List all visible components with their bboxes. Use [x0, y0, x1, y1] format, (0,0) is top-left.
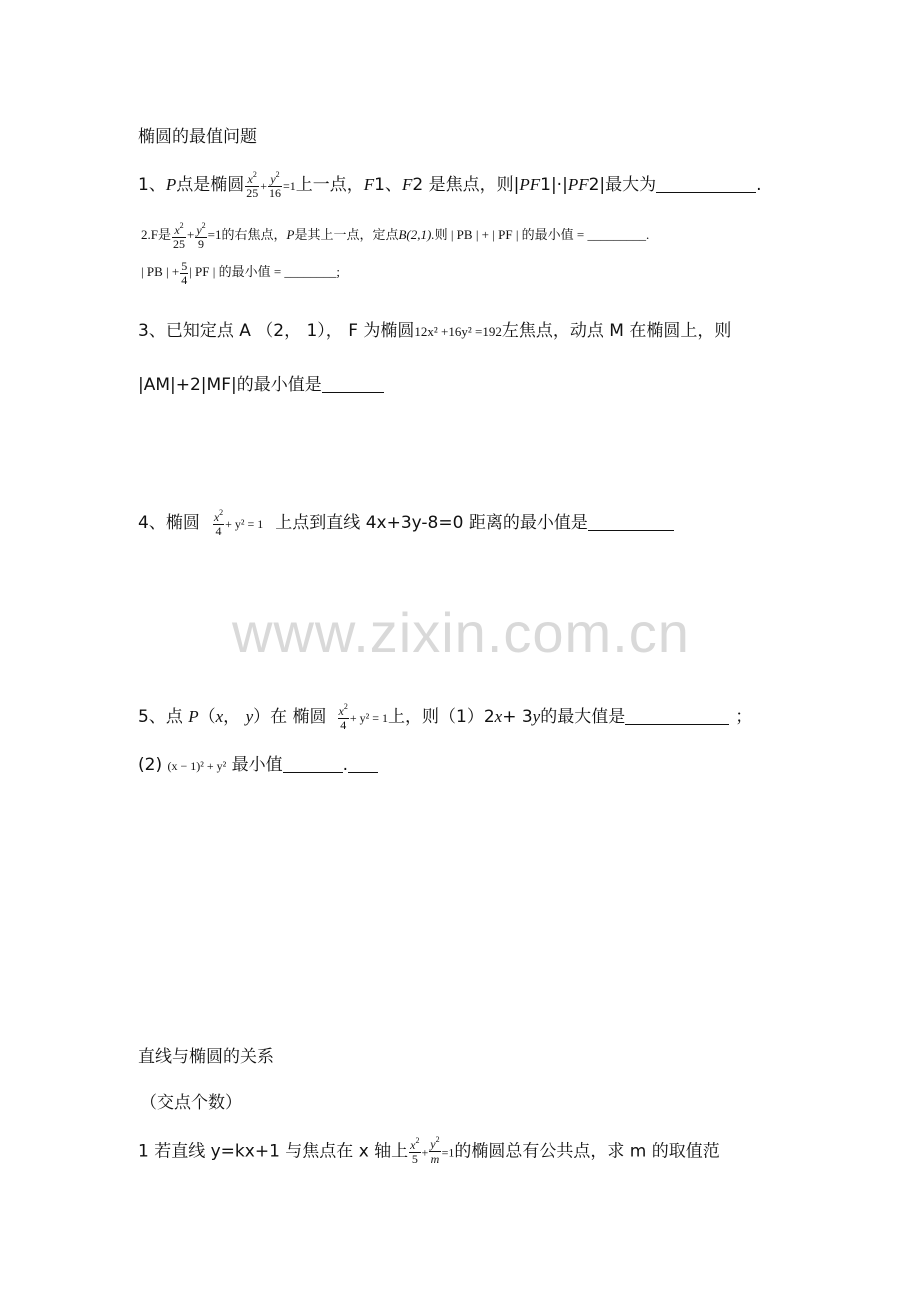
section-title-line-ellipse: 直线与椭圆的关系: [138, 1047, 274, 1067]
p1-frac-x: $\frac{x^2}{5}$: [410, 1136, 420, 1166]
p1-text-a: 1 若直线 y=kx+1 与焦点在 x 轴上: [138, 1141, 409, 1162]
q2-l2-a: | PB | +: [141, 264, 180, 280]
q5-frac-x: $\frac{x^2}{4}$: [338, 701, 348, 732]
q4-text-b: 上点到直线 4x+3y-8=0 距离的最小值是: [275, 513, 588, 533]
q5-eq-tail: + y² = 1: [349, 711, 388, 725]
q4-text-a: 4、椭圆: [138, 513, 200, 533]
q1-text-d: 2 是焦点，则|: [412, 175, 520, 195]
q5-answer-blank-3[interactable]: [348, 756, 378, 773]
q1-var-f2: F: [402, 175, 413, 194]
q1-var-p: P: [165, 175, 177, 194]
q5-var-x: x: [215, 707, 224, 726]
q2-point-b: B(2,1).: [398, 227, 435, 243]
q5-text-c: 上，则（1）2: [388, 707, 495, 727]
q5-answer-blank-1[interactable]: [625, 708, 729, 725]
q1-var-f1: F: [363, 175, 375, 194]
q1-frac-x: $\frac{x^2}{25}$: [246, 169, 259, 200]
q2-l2-b: | PF | 的最小值 = ________;: [189, 264, 341, 280]
p1-text-b: 的椭圆总有公共点，求 m 的取值范: [454, 1141, 720, 1162]
q4-answer-blank[interactable]: [588, 514, 674, 531]
question-5: 5、点 P（x， y）在 椭圆 $\frac{x^2}{4}$ + y² = 1上，则（1）2x+ 3y的最大值是 ；: [138, 701, 753, 732]
q5-l2-a: (2): [138, 755, 163, 775]
q1-text-a: 点是椭圆: [176, 175, 245, 195]
q5-text-a: 5、点: [138, 707, 183, 727]
question-4: [138, 508, 674, 537]
q3-text-c: |AM|+2|MF|的最小值是: [138, 375, 322, 395]
q1-var-pf1: PF: [519, 175, 541, 194]
q3-text-a: 3、已知定点 A （2， 1）， F 为椭圆: [138, 321, 415, 341]
q1-end: .: [756, 175, 762, 195]
section-subtitle: （交点个数）: [140, 1093, 242, 1113]
q5-text-b: ）在 椭圆: [253, 707, 327, 727]
question-2-part-2: [141, 260, 340, 286]
q4-frac-x: $\frac{x^2}{4}$: [213, 507, 224, 538]
q1-text-b: 上一点，: [295, 175, 364, 195]
q2-text-c: 则 | PB | + | PF | 的最小值 = _________.: [434, 227, 650, 243]
q5-answer-blank-2[interactable]: [283, 756, 343, 773]
q2-frac-y: $\frac{y^2}{9}$: [196, 221, 206, 251]
q4-eq-tail: + y² = 1: [225, 517, 264, 531]
q5-var-y: y: [245, 707, 254, 726]
question-1: 1、P点是椭圆 $\frac{x^2}{25}$ + $\frac{y^2}{16}$ =1上一点，F1、F2 是焦点，则|PF1|·|PF2|最大为 .: [138, 169, 762, 200]
q1-eq-tail: =1: [283, 179, 296, 193]
q1-frac-y: $\frac{y^2}{16}$: [269, 169, 281, 200]
q3-answer-blank[interactable]: [322, 376, 384, 393]
watermark-text: www.zixin.com.cn: [232, 601, 690, 664]
problem-1: 1 若直线 y=kx+1 与焦点在 x 轴上 $\frac{x^2}{5}$ + $\frac{y^2}{m}=1$的椭圆总有公共点，求 m 的取值范: [138, 1135, 720, 1166]
question-3: [138, 316, 731, 341]
q5-var-p: P: [188, 707, 199, 726]
p1-eq-tail: =1: [441, 1145, 455, 1160]
q2-text-a: =1的右焦点，: [207, 227, 287, 243]
q1-number: 1、: [138, 175, 166, 195]
q5-eq2: (x − 1)² + y²: [167, 759, 227, 773]
q2-lead: 2.F是: [141, 227, 171, 243]
q2-frac-5-4: $\frac{5}{4}$: [181, 259, 188, 287]
q5-text-d: 的最大值是: [540, 707, 626, 727]
q2-var-p: P: [286, 227, 295, 243]
q2-text-b: 是其上一点，定点: [294, 227, 399, 243]
question-5-part-2: (2) (x − 1)² + y² 最小值 .: [138, 750, 378, 775]
q1-text-c: 1、: [374, 175, 402, 195]
q1-text-e: 1|·|: [540, 175, 568, 195]
q1-text-f: 2|最大为: [588, 175, 657, 195]
section-title-extrema: 椭圆的最值问题: [138, 127, 257, 147]
q2-frac-x: $\frac{x^2}{25}$: [172, 221, 185, 251]
q3-text-b: 左焦点，动点 M 在椭圆上，则: [501, 321, 732, 341]
p1-frac-y: $\frac{y^2}{m}$: [430, 1135, 440, 1166]
question-2: 2.F是 $\frac{x^2}{25}$ + $\frac{y^2}{9}$ =1的右焦点，P是其上一点，定点B(2,1).则 | PB | + | PF | 的最小值 = _________.: [141, 221, 650, 251]
q5-l2-b: 最小值: [231, 755, 283, 775]
q3-equation: 12x² +16y² =192: [414, 324, 502, 339]
question-3-line-2: [138, 370, 384, 395]
q1-var-pf2: PF: [567, 175, 589, 194]
q1-answer-blank[interactable]: [656, 176, 756, 193]
